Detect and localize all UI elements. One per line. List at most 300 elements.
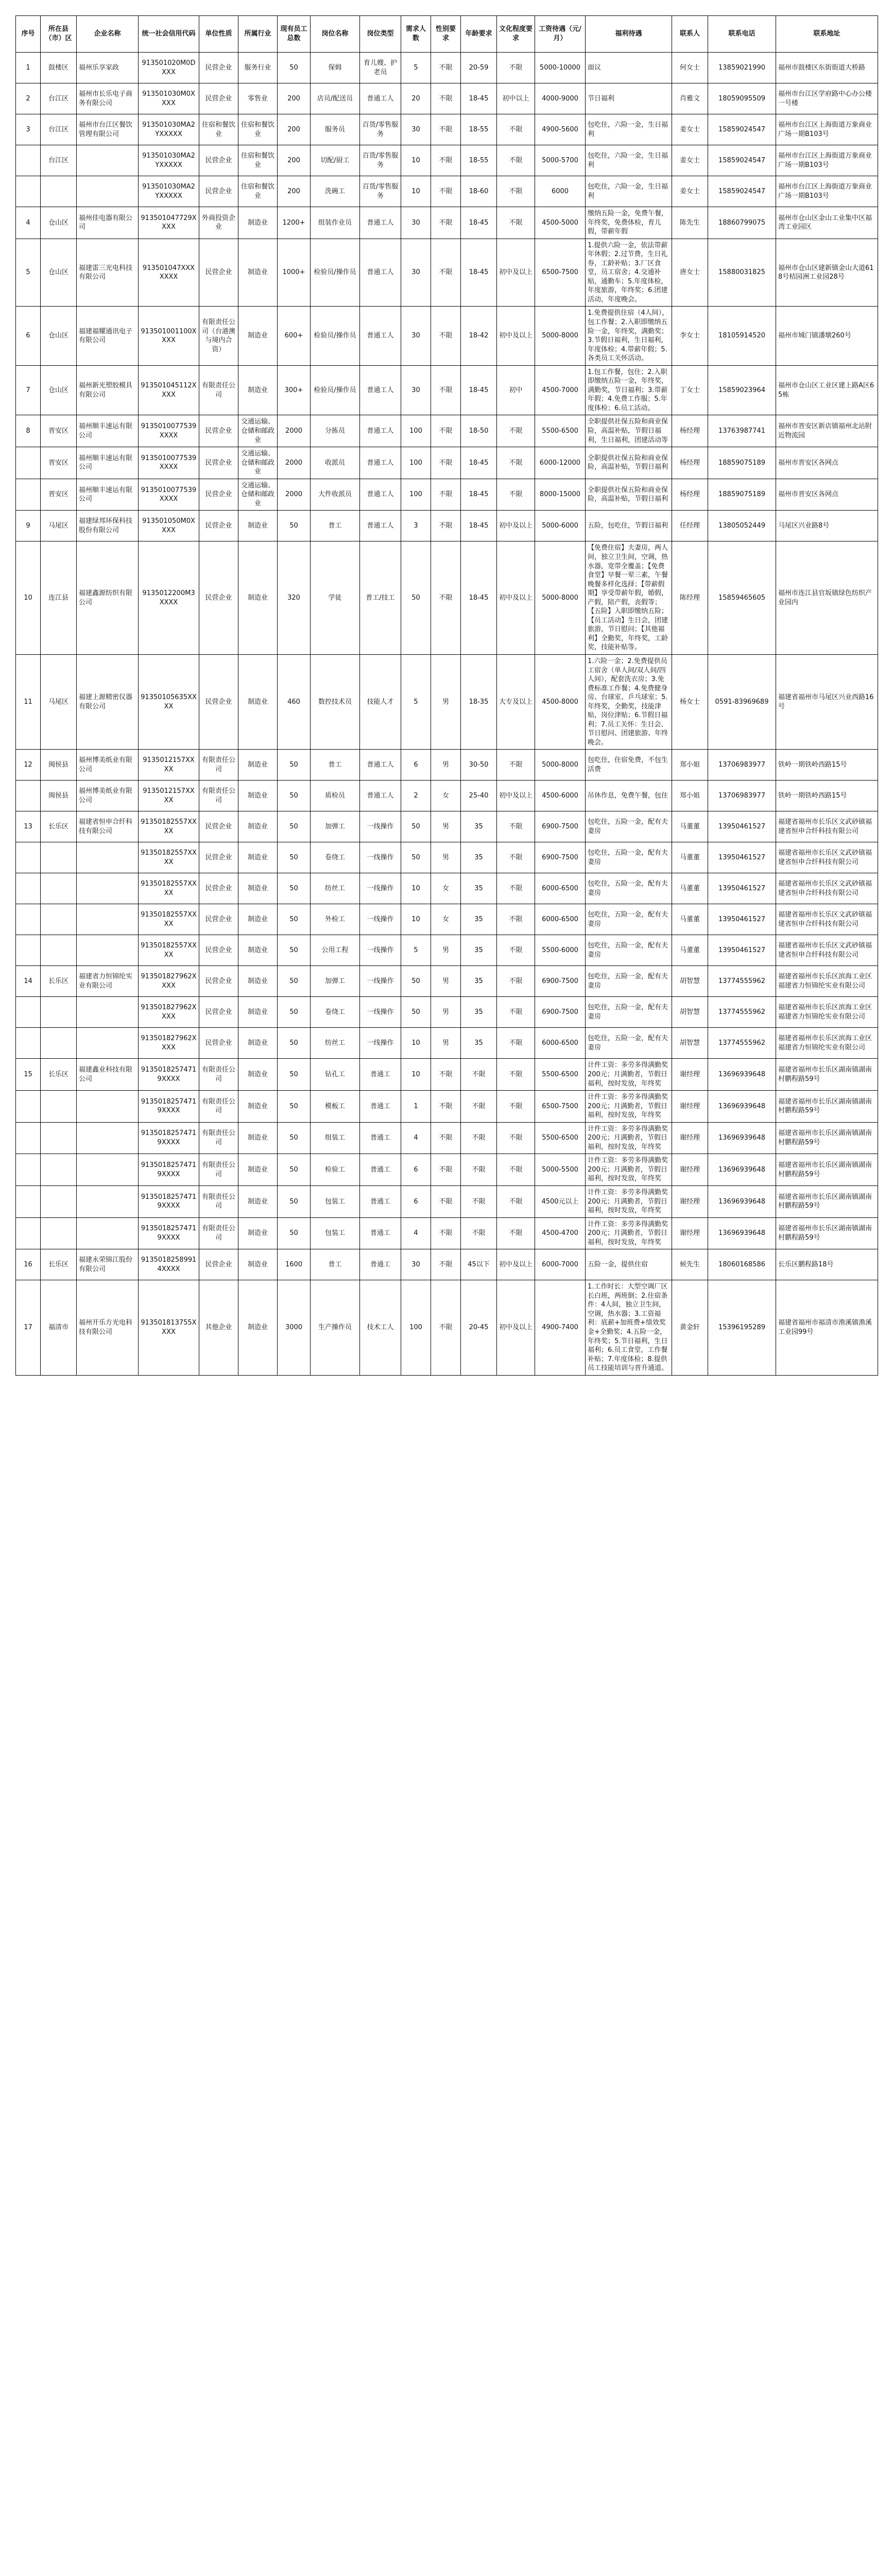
cell-industry: 交通运输、仓储和邮政业 — [238, 479, 278, 511]
cell-county: 晋安区 — [41, 447, 77, 479]
cell-post-type: 百货/零售服务 — [360, 176, 401, 207]
cell-education: 不限 — [497, 415, 535, 447]
cell-num: 50 — [401, 997, 431, 1028]
cell-welfare: 包吃住，住宿免费，不包生活费 — [586, 750, 672, 781]
cell-industry: 交通运输、仓储和邮政业 — [238, 447, 278, 479]
cell-staff: 50 — [278, 511, 311, 541]
cell-wage: 5500-6000 — [535, 935, 586, 966]
cell-wage: 6000-6500 — [535, 1028, 586, 1059]
cell-num: 6 — [401, 1154, 431, 1186]
cell-wage: 6000-7000 — [535, 1249, 586, 1280]
cell-wage: 4500-7000 — [535, 365, 586, 415]
header-address: 联系地址 — [776, 16, 878, 53]
table-row — [16, 479, 878, 511]
cell-welfare: 包吃住，五险一金，配有夫妻房 — [586, 811, 672, 842]
cell-no: 3 — [16, 114, 41, 145]
cell-county: 仓山区 — [41, 307, 77, 365]
cell-contact: 陈经理 — [672, 541, 708, 655]
cell-credit-code: 913501020M0DXXX — [139, 53, 199, 83]
cell-staff: 50 — [278, 935, 311, 966]
cell-welfare: 五险一金，提供住宿 — [586, 1249, 672, 1280]
cell-address: 福建省福州市长乐区滨海工业区福建省力恒锦纶实业有限公司 — [776, 997, 878, 1028]
cell-education: 不限 — [497, 904, 535, 935]
cell-contact: 马董董 — [672, 811, 708, 842]
cell-education: 初中以上 — [497, 83, 535, 114]
cell-welfare: 计件工资：多劳多得满勤奖200元；月满勤者，节假日福利，按时发放，年终奖 — [586, 1091, 672, 1123]
cell-post: 检验员/操作员 — [311, 239, 360, 307]
cell-credit-code: 91350182574719XXXX — [139, 1091, 199, 1123]
cell-post: 卷绕工 — [311, 842, 360, 873]
cell-company: 福建雷三光电科技有限公司 — [77, 239, 139, 307]
cell-staff: 50 — [278, 873, 311, 904]
cell-address: 福州市台江区学府路中心办公楼一号楼 — [776, 83, 878, 114]
cell-nature: 有限责任公司 — [199, 750, 238, 781]
cell-post: 切配/厨工 — [311, 145, 360, 176]
cell-industry: 住宿和餐饮业 — [238, 176, 278, 207]
cell-welfare: 全职提供社保五险和商业保险，高温补贴，节假日福利，生日福利，团建活动等 — [586, 415, 672, 447]
cell-staff: 2000 — [278, 479, 311, 511]
cell-address: 福建省福州市长乐区文武砂镇福建省恒申合纤科技有限公司 — [776, 904, 878, 935]
cell-county: 仓山区 — [41, 207, 77, 239]
header-credit-code: 统一社会信用代码 — [139, 16, 199, 53]
cell-phone: 18105914520 — [708, 307, 776, 365]
cell-post-type: 普通工人 — [360, 479, 401, 511]
cell-nature: 民营企业 — [199, 83, 238, 114]
cell-education: 不限 — [497, 1154, 535, 1186]
cell-nature: 民营企业 — [199, 511, 238, 541]
cell-education: 不限 — [497, 479, 535, 511]
recruitment-table — [15, 15, 878, 1376]
cell-wage: 4000-9000 — [535, 83, 586, 114]
cell-phone: 13950461527 — [708, 873, 776, 904]
cell-address: 福建省福州市长乐区湖南镇湖南村鹏程路59号 — [776, 1186, 878, 1218]
cell-staff: 1000+ — [278, 239, 311, 307]
cell-address: 福州市台江区上海街道万象商业广场一期B103号 — [776, 176, 878, 207]
cell-phone: 15859023964 — [708, 365, 776, 415]
cell-county: 连江县 — [41, 541, 77, 655]
cell-no: 14 — [16, 966, 41, 997]
cell-nature: 民营企业 — [199, 176, 238, 207]
cell-education: 不限 — [497, 873, 535, 904]
cell-no: 8 — [16, 415, 41, 447]
cell-wage: 6000-6500 — [535, 904, 586, 935]
cell-post: 生产操作员 — [311, 1280, 360, 1375]
cell-age: 不限 — [461, 1091, 497, 1123]
cell-phone: 13696939648 — [708, 1217, 776, 1249]
cell-no: 2 — [16, 83, 41, 114]
cell-company: 福州顺丰速运有限公司 — [77, 415, 139, 447]
cell-no — [16, 1028, 41, 1059]
cell-num: 5 — [401, 935, 431, 966]
cell-sex: 女 — [431, 904, 461, 935]
cell-address: 福州市城门镇潘墩260号 — [776, 307, 878, 365]
cell-sex: 不限 — [431, 1091, 461, 1123]
cell-welfare: 计件工资：多劳多得满勤奖200元；月满勤者，节假日福利，按时发放，年终奖 — [586, 1122, 672, 1154]
cell-industry: 住宿和餐饮业 — [238, 145, 278, 176]
cell-num: 100 — [401, 447, 431, 479]
cell-education: 不限 — [497, 997, 535, 1028]
cell-post-type: 普通工人 — [360, 447, 401, 479]
cell-contact: 李女士 — [672, 307, 708, 365]
cell-post: 卷绕工 — [311, 997, 360, 1028]
cell-industry: 制造业 — [238, 511, 278, 541]
cell-age: 18-55 — [461, 114, 497, 145]
cell-industry: 制造业 — [238, 811, 278, 842]
cell-num: 5 — [401, 53, 431, 83]
cell-welfare: 包吃住，六险一金，生日福利 — [586, 176, 672, 207]
cell-no — [16, 145, 41, 176]
cell-phone: 15859024547 — [708, 114, 776, 145]
cell-age: 35 — [461, 1028, 497, 1059]
cell-post-type: 普通工人 — [360, 750, 401, 781]
cell-no — [16, 1217, 41, 1249]
header-nature: 单位性质 — [199, 16, 238, 53]
cell-education: 不限 — [497, 811, 535, 842]
cell-post: 组装工 — [311, 1122, 360, 1154]
table-row — [16, 654, 878, 749]
cell-credit-code: 9135010077539XXXX — [139, 415, 199, 447]
cell-county: 台江区 — [41, 145, 77, 176]
cell-contact: 马董董 — [672, 873, 708, 904]
cell-post: 普工 — [311, 511, 360, 541]
cell-sex: 男 — [431, 750, 461, 781]
cell-wage: 4500-8000 — [535, 654, 586, 749]
table-row — [16, 307, 878, 365]
cell-post: 纺丝工 — [311, 1028, 360, 1059]
cell-address: 福建省福州市长乐区文武砂镇福建省恒申合纤科技有限公司 — [776, 842, 878, 873]
cell-age: 不限 — [461, 1217, 497, 1249]
cell-industry: 制造业 — [238, 842, 278, 873]
cell-no — [16, 447, 41, 479]
cell-num: 6 — [401, 1186, 431, 1218]
cell-company: 福建鑫源纺织有限公司 — [77, 541, 139, 655]
cell-sex: 男 — [431, 966, 461, 997]
recruitment-table-sheet — [15, 15, 878, 1376]
cell-industry: 制造业 — [238, 997, 278, 1028]
cell-post: 加弹工 — [311, 811, 360, 842]
cell-post: 钻孔工 — [311, 1059, 360, 1091]
cell-welfare: 计件工资：多劳多得满勤奖200元；月满勤者，节假日福利，按时发放，年终奖 — [586, 1186, 672, 1218]
cell-sex: 不限 — [431, 1217, 461, 1249]
cell-nature: 民营企业 — [199, 145, 238, 176]
cell-company: 福州博美纸业有限公司 — [77, 750, 139, 781]
cell-credit-code: 913501047729XXXX — [139, 207, 199, 239]
cell-credit-code: 91350182574719XXXX — [139, 1217, 199, 1249]
cell-company: 福州新光塑胶模具有限公司 — [77, 365, 139, 415]
cell-post-type: 普通工人 — [360, 511, 401, 541]
cell-post: 纺丝工 — [311, 873, 360, 904]
cell-num: 100 — [401, 1280, 431, 1375]
cell-industry: 制造业 — [238, 750, 278, 781]
cell-contact: 胡智慧 — [672, 997, 708, 1028]
cell-wage: 4500-4700 — [535, 1217, 586, 1249]
cell-sex: 男 — [431, 1028, 461, 1059]
cell-education: 初中及以上 — [497, 239, 535, 307]
cell-age: 不限 — [461, 1122, 497, 1154]
cell-credit-code: 91350182557XXXX — [139, 935, 199, 966]
cell-post: 服务员 — [311, 114, 360, 145]
cell-education: 初中 — [497, 365, 535, 415]
cell-county — [41, 176, 77, 207]
cell-address: 福建省福州市长乐区文武砂镇福建省恒申合纤科技有限公司 — [776, 873, 878, 904]
cell-no — [16, 997, 41, 1028]
cell-nature: 有限责任公司（台港澳与境内合资） — [199, 307, 238, 365]
cell-age: 35 — [461, 966, 497, 997]
cell-staff: 50 — [278, 1028, 311, 1059]
cell-age: 20-59 — [461, 53, 497, 83]
cell-wage: 6900-7500 — [535, 966, 586, 997]
cell-age: 不限 — [461, 1154, 497, 1186]
cell-nature: 有限责任公司 — [199, 1217, 238, 1249]
cell-age: 25-40 — [461, 781, 497, 811]
cell-education: 初中及以上 — [497, 1249, 535, 1280]
cell-address: 福建省福州市长乐区湖南镇湖南村鹏程路59号 — [776, 1059, 878, 1091]
table-row — [16, 176, 878, 207]
cell-phone: 13696939648 — [708, 1154, 776, 1186]
cell-county: 长乐区 — [41, 966, 77, 997]
cell-no: 15 — [16, 1059, 41, 1091]
cell-nature: 民营企业 — [199, 811, 238, 842]
cell-contact: 杨女士 — [672, 654, 708, 749]
cell-credit-code: 91350182557XXXX — [139, 904, 199, 935]
cell-age: 18-45 — [461, 541, 497, 655]
cell-contact: 杨经理 — [672, 447, 708, 479]
cell-wage: 5500-6500 — [535, 1059, 586, 1091]
cell-nature: 有限责任公司 — [199, 781, 238, 811]
cell-credit-code: 9135012157XXXX — [139, 781, 199, 811]
cell-post-type: 一线操作 — [360, 935, 401, 966]
table-row — [16, 53, 878, 83]
cell-nature: 其他企业 — [199, 1280, 238, 1375]
cell-phone: 13696939648 — [708, 1091, 776, 1123]
cell-address: 福建省福州市长乐区湖南镇湖南村鹏程路59号 — [776, 1217, 878, 1249]
cell-staff: 50 — [278, 966, 311, 997]
cell-staff: 50 — [278, 1091, 311, 1123]
cell-address: 福建省福州市马尾区兴业西路16号 — [776, 654, 878, 749]
cell-address: 铁岭一期铁岭西路15号 — [776, 781, 878, 811]
cell-post-type: 一线操作 — [360, 966, 401, 997]
cell-num: 30 — [401, 1249, 431, 1280]
cell-welfare: 面议 — [586, 53, 672, 83]
cell-welfare: 包吃住，五险一金，配有夫妻房 — [586, 966, 672, 997]
cell-post-type: 普通工 — [360, 1091, 401, 1123]
cell-credit-code: 9135010077539XXXX — [139, 447, 199, 479]
cell-age: 18-45 — [461, 365, 497, 415]
cell-num: 30 — [401, 307, 431, 365]
header-county: 所在县（市）区 — [41, 16, 77, 53]
cell-welfare: 计件工资：多劳多得满勤奖200元；月满勤者，节假日福利，按时发放，年终奖 — [586, 1217, 672, 1249]
cell-post: 外检工 — [311, 904, 360, 935]
cell-credit-code: 913501045112XXXX — [139, 365, 199, 415]
cell-county: 仓山区 — [41, 239, 77, 307]
cell-welfare: 1.六险一金；2.免费提供员工宿舍（单人间/双人间/四人间），配套洗衣房；3.免费标准工作餐；4.免费健身房、台球室、乒乓球室；5.年终奖，全勤奖，技能津贴，岗位津贴；6.节假日福利；7.员工关怀：生日会、节日慰问、团建旅游、年终晚会。 — [586, 654, 672, 749]
cell-welfare: 【免费住宿】夫妻房，两人间，独立卫生间，空调，热水器，宽带全覆盖；【免费食堂】早餐一荤三素，午餐晚餐多样化选择；【带薪假期】享受带薪年假，婚假，产假，陪产假，丧假等；【五险】入职即缴纳五险；【员工活动】生日会，团建旅游，节日慰问；【其他福利】全勤奖，年终奖，工龄奖，技能补贴等。 — [586, 541, 672, 655]
table-row — [16, 1280, 878, 1375]
cell-industry: 制造业 — [238, 654, 278, 749]
cell-company: 福州顺丰速运有限公司 — [77, 479, 139, 511]
cell-no — [16, 842, 41, 873]
cell-no — [16, 479, 41, 511]
cell-welfare: 包吃住，五险一金，配有夫妻房 — [586, 842, 672, 873]
cell-wage: 5000-6000 — [535, 511, 586, 541]
cell-industry: 制造业 — [238, 1091, 278, 1123]
cell-wage: 6900-7500 — [535, 842, 586, 873]
cell-num: 20 — [401, 83, 431, 114]
cell-num: 5 — [401, 654, 431, 749]
cell-staff: 50 — [278, 1122, 311, 1154]
cell-welfare: 1.免费提供住宿（4人间），包工作餐；2.入职即缴纳五险一金，年终奖，满勤奖；3.节假日福利，生日福利，年度体检；4.带薪年假；5.各类员工关怀活动。 — [586, 307, 672, 365]
cell-wage: 6000-12000 — [535, 447, 586, 479]
cell-sex: 不限 — [431, 447, 461, 479]
cell-contact: 谢经理 — [672, 1122, 708, 1154]
cell-industry: 制造业 — [238, 781, 278, 811]
cell-post-type: 育儿嫂、护老员 — [360, 53, 401, 83]
cell-credit-code: 91350182557XXXX — [139, 842, 199, 873]
cell-post-type: 普通工 — [360, 1154, 401, 1186]
cell-address: 福州市台江区上海街道万象商业广场一期B103号 — [776, 114, 878, 145]
cell-address: 长乐区鹏程路18号 — [776, 1249, 878, 1280]
cell-staff: 460 — [278, 654, 311, 749]
cell-no: 5 — [16, 239, 41, 307]
cell-no: 7 — [16, 365, 41, 415]
cell-post-type: 普通工 — [360, 1059, 401, 1091]
cell-post: 检验工 — [311, 1154, 360, 1186]
cell-company: 福建省恒申合纤科技有限公司 — [77, 811, 139, 842]
cell-no — [16, 1122, 41, 1154]
cell-address: 福建省福州市长乐区湖南镇湖南村鹏程路59号 — [776, 1154, 878, 1186]
cell-company — [77, 1028, 139, 1059]
cell-no — [16, 176, 41, 207]
cell-credit-code: 91350182589914XXXX — [139, 1249, 199, 1280]
cell-company: 福州顺丰速运有限公司 — [77, 447, 139, 479]
cell-no: 13 — [16, 811, 41, 842]
cell-education: 不限 — [497, 842, 535, 873]
cell-wage: 4900-7400 — [535, 1280, 586, 1375]
cell-nature: 民营企业 — [199, 654, 238, 749]
cell-phone: 13696939648 — [708, 1122, 776, 1154]
cell-contact: 谢经理 — [672, 1186, 708, 1218]
cell-credit-code: 91350182574719XXXX — [139, 1186, 199, 1218]
cell-company — [77, 1122, 139, 1154]
header-welfare: 福利待遇 — [586, 16, 672, 53]
cell-phone: 13859021990 — [708, 53, 776, 83]
table-row — [16, 1154, 878, 1186]
cell-credit-code: 913501030M0XXXX — [139, 83, 199, 114]
cell-industry: 制造业 — [238, 966, 278, 997]
cell-staff: 200 — [278, 83, 311, 114]
cell-num: 2 — [401, 781, 431, 811]
header-phone: 联系电话 — [708, 16, 776, 53]
cell-company — [77, 1186, 139, 1218]
cell-age: 18-60 — [461, 176, 497, 207]
cell-address: 福州市晋安区各网点 — [776, 447, 878, 479]
cell-address: 福建省福州市长乐区湖南镇湖南村鹏程路59号 — [776, 1091, 878, 1123]
cell-education: 初中及以上 — [497, 1280, 535, 1375]
cell-welfare: 包吃住，六险一金，生日福利 — [586, 145, 672, 176]
cell-contact: 任经理 — [672, 511, 708, 541]
cell-no: 11 — [16, 654, 41, 749]
cell-no — [16, 781, 41, 811]
cell-credit-code: 91350182574719XXXX — [139, 1059, 199, 1091]
cell-post: 大件收派员 — [311, 479, 360, 511]
cell-post-type: 百货/零售服务 — [360, 145, 401, 176]
cell-post: 保姆 — [311, 53, 360, 83]
cell-sex: 不限 — [431, 53, 461, 83]
cell-contact: 谢经理 — [672, 1154, 708, 1186]
cell-county — [41, 873, 77, 904]
cell-wage: 4900-5600 — [535, 114, 586, 145]
cell-post-type: 普通工人 — [360, 307, 401, 365]
cell-credit-code: 913501030MA2YXXXXX — [139, 176, 199, 207]
header-num: 需求人数 — [401, 16, 431, 53]
cell-nature: 民营企业 — [199, 904, 238, 935]
cell-welfare: 1.工作时长：大型空调厂区长白班，两班倒；2.住宿条件：4人间，独立卫生间，空调，热水器；3.工资福利：底薪+加班费+绩效奖金+全勤奖；4.五险一金，年终奖；5.节日福利，生日福利；6.员工食堂，工作餐补贴；7.年度体检；8.提供员工技能培训与晋升通道。 — [586, 1280, 672, 1375]
cell-county: 仓山区 — [41, 365, 77, 415]
cell-industry: 制造业 — [238, 1217, 278, 1249]
cell-phone: 18059095509 — [708, 83, 776, 114]
cell-post-type: 技能人才 — [360, 654, 401, 749]
cell-county: 台江区 — [41, 83, 77, 114]
cell-sex: 不限 — [431, 479, 461, 511]
cell-company: 福建上源精密仪器有限公司 — [77, 654, 139, 749]
cell-address: 福州市仓山区金山工业集中区福湾工业园区 — [776, 207, 878, 239]
header-post-type: 岗位类型 — [360, 16, 401, 53]
cell-wage: 6900-7500 — [535, 997, 586, 1028]
table-row — [16, 1186, 878, 1218]
cell-contact: 候先生 — [672, 1249, 708, 1280]
header-no: 序号 — [16, 16, 41, 53]
cell-no — [16, 1091, 41, 1123]
cell-company: 福州市台江区餐饮管理有限公司 — [77, 114, 139, 145]
cell-nature: 民营企业 — [199, 842, 238, 873]
header-contact: 联系人 — [672, 16, 708, 53]
cell-nature: 有限责任公司 — [199, 1186, 238, 1218]
cell-welfare: 包吃住，五险一金，配有夫妻房 — [586, 935, 672, 966]
cell-wage: 4500-5000 — [535, 207, 586, 239]
cell-sex: 不限 — [431, 1122, 461, 1154]
cell-industry: 制造业 — [238, 1059, 278, 1091]
cell-no: 1 — [16, 53, 41, 83]
table-row — [16, 1122, 878, 1154]
cell-num: 100 — [401, 415, 431, 447]
cell-wage: 5000-8000 — [535, 307, 586, 365]
cell-age: 35 — [461, 873, 497, 904]
cell-credit-code: 91350182557XXXX — [139, 873, 199, 904]
cell-company: 福建福耀通讯电子有限公司 — [77, 307, 139, 365]
cell-welfare: 计件工资：多劳多得满勤奖200元；月满勤者，节假日福利，按时发放，年终奖 — [586, 1154, 672, 1186]
cell-phone: 15880031825 — [708, 239, 776, 307]
cell-nature: 有限责任公司 — [199, 365, 238, 415]
cell-phone: 13774555962 — [708, 997, 776, 1028]
header-row — [16, 16, 878, 53]
cell-company — [77, 176, 139, 207]
cell-num: 30 — [401, 239, 431, 307]
cell-welfare: 计件工资：多劳多得满勤奖200元；月满勤者，节假日福利，按时发放，年终奖 — [586, 1059, 672, 1091]
cell-staff: 50 — [278, 811, 311, 842]
cell-welfare: 包吃住，五险一金，配有夫妻房 — [586, 873, 672, 904]
cell-sex: 不限 — [431, 541, 461, 655]
cell-industry: 制造业 — [238, 904, 278, 935]
cell-contact: 肖雅文 — [672, 83, 708, 114]
cell-nature: 民营企业 — [199, 53, 238, 83]
cell-post: 数控技术员 — [311, 654, 360, 749]
cell-sex: 女 — [431, 873, 461, 904]
cell-county — [41, 842, 77, 873]
cell-staff: 50 — [278, 904, 311, 935]
cell-age: 35 — [461, 811, 497, 842]
cell-post-type: 普通工人 — [360, 415, 401, 447]
cell-post: 包装工 — [311, 1186, 360, 1218]
